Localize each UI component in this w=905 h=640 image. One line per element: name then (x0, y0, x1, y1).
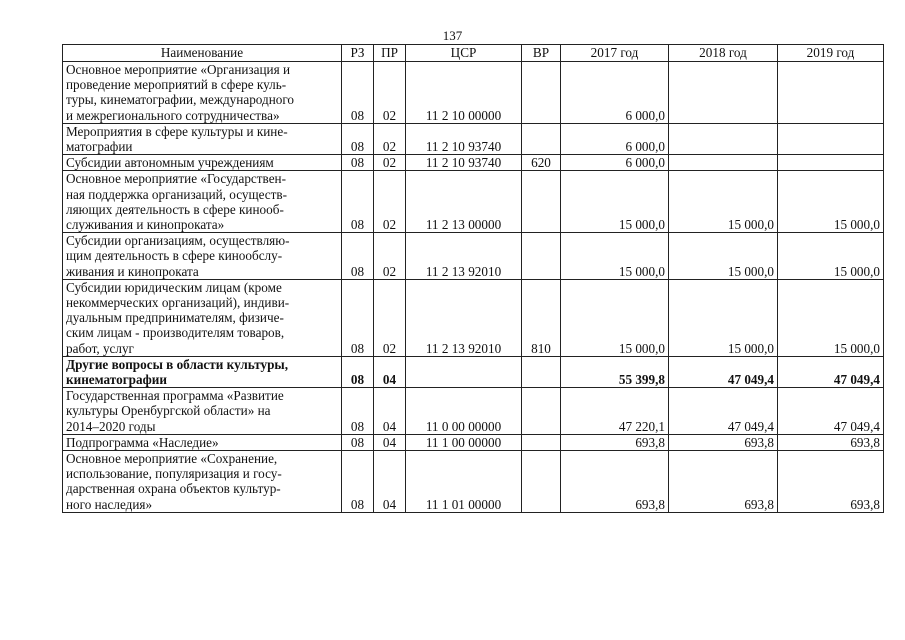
cell-2019 (778, 434, 884, 450)
cell-vr (522, 279, 561, 356)
cell-2019 (778, 62, 884, 124)
cell-rz (342, 451, 374, 513)
cell-pr (374, 434, 406, 450)
cell-csr-text: 11 1 01 00000 (425, 496, 502, 512)
cell-rz (342, 279, 374, 356)
table-row (63, 233, 884, 280)
cell-csr (406, 388, 522, 435)
table-row (63, 356, 884, 387)
header-vr: ВР (522, 45, 561, 62)
cell-2018-text: 47 049,4 (727, 372, 774, 388)
cell-2017 (561, 434, 669, 450)
cell-pr-text: 02 (382, 155, 397, 171)
cell-name (63, 155, 342, 171)
cell-rz (342, 171, 374, 233)
header-2019: 2019 год (778, 45, 884, 62)
cell-csr-text: 11 2 13 00000 (425, 217, 502, 233)
cell-pr (374, 279, 406, 356)
cell-rz (342, 155, 374, 171)
cell-2019 (778, 388, 884, 435)
header-2018: 2018 год (669, 45, 778, 62)
cell-2018 (669, 279, 778, 356)
cell-name-text: Основное мероприятие «Государствен- ная поддержка организаций, осуществ- ляющих деятельность в сфере кинооб- служивания и кинопроката» (66, 171, 288, 233)
cell-pr (374, 388, 406, 435)
cell-pr (374, 123, 406, 154)
cell-pr-text: 04 (382, 418, 397, 434)
cell-csr (406, 233, 522, 280)
cell-name (63, 233, 342, 280)
cell-2018-text: 15 000,0 (727, 217, 774, 233)
cell-2017-text: 6 000,0 (625, 107, 665, 123)
cell-name (63, 123, 342, 154)
header-row (63, 45, 884, 62)
cell-pr (374, 356, 406, 387)
cell-pr-text: 02 (382, 139, 397, 155)
cell-2017-text: 47 220,1 (618, 418, 665, 434)
cell-pr (374, 155, 406, 171)
cell-2018 (669, 233, 778, 280)
cell-pr-text: 04 (382, 496, 397, 512)
cell-2019-text: 15 000,0 (833, 340, 880, 356)
cell-2019 (778, 279, 884, 356)
cell-2017 (561, 233, 669, 280)
cell-2019 (778, 123, 884, 154)
cell-rz-text: 08 (350, 155, 365, 171)
cell-rz (342, 62, 374, 124)
cell-rz (342, 123, 374, 154)
cell-2017 (561, 279, 669, 356)
table-row (63, 279, 884, 356)
header-2017: 2017 год (561, 45, 669, 62)
cell-name (63, 356, 342, 387)
cell-name (63, 451, 342, 513)
cell-name-text: Основное мероприятие «Организация и проведение мероприятий в сфере куль- туры, кинематографии, международного и межрегионального сотрудничества» (66, 62, 295, 123)
cell-vr (522, 434, 561, 450)
table-row (63, 155, 884, 171)
cell-2017 (561, 155, 669, 171)
cell-csr (406, 62, 522, 124)
cell-2019 (778, 155, 884, 171)
cell-2019-text: 47 049,4 (833, 418, 880, 434)
cell-rz (342, 434, 374, 450)
cell-pr-text: 02 (382, 340, 397, 356)
cell-2017-text: 55 399,8 (618, 372, 665, 388)
cell-pr-text: 04 (382, 434, 397, 450)
cell-csr (406, 123, 522, 154)
table-row (63, 62, 884, 124)
budget-table (62, 44, 884, 513)
cell-2017 (561, 356, 669, 387)
cell-2019 (778, 171, 884, 233)
cell-csr-text: 11 1 00 00000 (425, 434, 502, 450)
cell-name-text: Мероприятия в сфере культуры и кине- матографии (66, 123, 288, 155)
cell-csr-text: 11 2 10 00000 (425, 107, 502, 123)
cell-vr-text: 620 (531, 155, 551, 171)
cell-name (63, 388, 342, 435)
cell-2017-text: 6 000,0 (625, 155, 665, 171)
cell-2017 (561, 171, 669, 233)
cell-2018 (669, 123, 778, 154)
cell-2019-text: 15 000,0 (833, 217, 880, 233)
cell-name-text: Основное мероприятие «Сохранение, использование, популяризация и госу- дарственная охрана объектов культур- ного наследия» (66, 451, 282, 512)
cell-csr-text: 11 2 13 92010 (425, 263, 502, 279)
cell-2017-text: 6 000,0 (625, 139, 665, 155)
cell-name (63, 279, 342, 356)
cell-rz-text: 08 (350, 340, 365, 356)
cell-2018 (669, 171, 778, 233)
header-csr: ЦСР (406, 45, 522, 62)
table-header (63, 45, 884, 62)
cell-2017-text: 15 000,0 (618, 340, 665, 356)
cell-2017 (561, 62, 669, 124)
cell-csr (406, 356, 522, 387)
cell-name-text: Субсидии организациям, осуществляю- щим деятельность в сфере кинообслу- живания и кинопроката (66, 233, 290, 279)
cell-2019-text: 47 049,4 (833, 372, 880, 388)
table-row (63, 171, 884, 233)
cell-2017-text: 15 000,0 (618, 263, 665, 279)
cell-2017 (561, 123, 669, 154)
cell-2017-text: 693,8 (635, 434, 665, 450)
cell-2017-text: 693,8 (635, 496, 665, 512)
cell-2018-text: 693,8 (744, 496, 774, 512)
header-pr: ПР (374, 45, 406, 62)
table-body (63, 62, 884, 513)
cell-2018-text: 47 049,4 (727, 418, 774, 434)
cell-2018 (669, 356, 778, 387)
cell-rz (342, 233, 374, 280)
table-row (63, 434, 884, 450)
cell-rz (342, 356, 374, 387)
cell-vr-text: 810 (531, 340, 551, 356)
cell-2018 (669, 388, 778, 435)
cell-vr (522, 388, 561, 435)
cell-2019 (778, 233, 884, 280)
header-name: Наименование (63, 45, 342, 62)
cell-vr (522, 123, 561, 154)
cell-2017-text: 15 000,0 (618, 217, 665, 233)
table-row (63, 451, 884, 513)
cell-vr (522, 62, 561, 124)
cell-rz-text: 08 (350, 139, 365, 155)
cell-rz-text: 08 (350, 496, 365, 512)
header-rz: РЗ (342, 45, 374, 62)
cell-2018-text: 15 000,0 (727, 263, 774, 279)
page-number: 137 (442, 28, 463, 43)
cell-2018-text: 693,8 (744, 434, 774, 450)
cell-rz-text: 08 (350, 418, 365, 434)
cell-vr (522, 356, 561, 387)
cell-csr-text: 11 2 10 93740 (425, 155, 502, 171)
table-row (63, 388, 884, 435)
cell-csr (406, 451, 522, 513)
cell-vr (522, 171, 561, 233)
cell-csr-text: 11 2 13 92010 (425, 340, 502, 356)
cell-pr-text: 02 (382, 263, 397, 279)
cell-pr-text: 02 (382, 217, 397, 233)
cell-vr (522, 155, 561, 171)
cell-rz-text: 08 (350, 434, 365, 450)
cell-csr (406, 171, 522, 233)
cell-pr-text: 02 (382, 107, 397, 123)
cell-rz (342, 388, 374, 435)
cell-csr-text: 11 2 10 93740 (425, 139, 502, 155)
cell-rz-text: 08 (350, 217, 365, 233)
cell-name-text: Субсидии юридическим лицам (кроме некоммерческих организаций), индиви- дуальным предпринимателям, физиче- ским лицам - производителям товаров, работ, услуг (66, 279, 290, 356)
cell-2018-text: 15 000,0 (727, 340, 774, 356)
cell-name-text: Подпрограмма «Наследие» (66, 434, 219, 450)
cell-rz-text: 08 (350, 372, 365, 388)
cell-2019-text: 693,8 (850, 496, 880, 512)
cell-vr (522, 233, 561, 280)
cell-2019-text: 15 000,0 (833, 263, 880, 279)
cell-name (63, 434, 342, 450)
cell-rz-text: 08 (350, 263, 365, 279)
cell-2017 (561, 451, 669, 513)
cell-pr (374, 171, 406, 233)
cell-pr (374, 451, 406, 513)
cell-2017 (561, 388, 669, 435)
cell-csr (406, 279, 522, 356)
cell-csr-text: 11 0 00 00000 (425, 418, 502, 434)
cell-pr (374, 62, 406, 124)
cell-pr-text: 04 (382, 372, 397, 388)
cell-csr (406, 155, 522, 171)
cell-vr (522, 451, 561, 513)
cell-2019 (778, 356, 884, 387)
cell-name-text: Другие вопросы в области культуры, кинематографии (66, 356, 289, 388)
cell-pr (374, 233, 406, 280)
cell-name-text: Государственная программа «Развитие культуры Оренбургской области» на 2014–2020 годы (66, 388, 284, 434)
cell-2018 (669, 434, 778, 450)
cell-csr (406, 434, 522, 450)
cell-2019-text: 693,8 (850, 434, 880, 450)
cell-name (63, 171, 342, 233)
cell-2018 (669, 155, 778, 171)
cell-2019 (778, 451, 884, 513)
cell-2018 (669, 451, 778, 513)
cell-rz-text: 08 (350, 107, 365, 123)
cell-name (63, 62, 342, 124)
cell-2018 (669, 62, 778, 124)
cell-name-text: Субсидии автономным учреждениям (66, 155, 274, 171)
table-row (63, 123, 884, 154)
